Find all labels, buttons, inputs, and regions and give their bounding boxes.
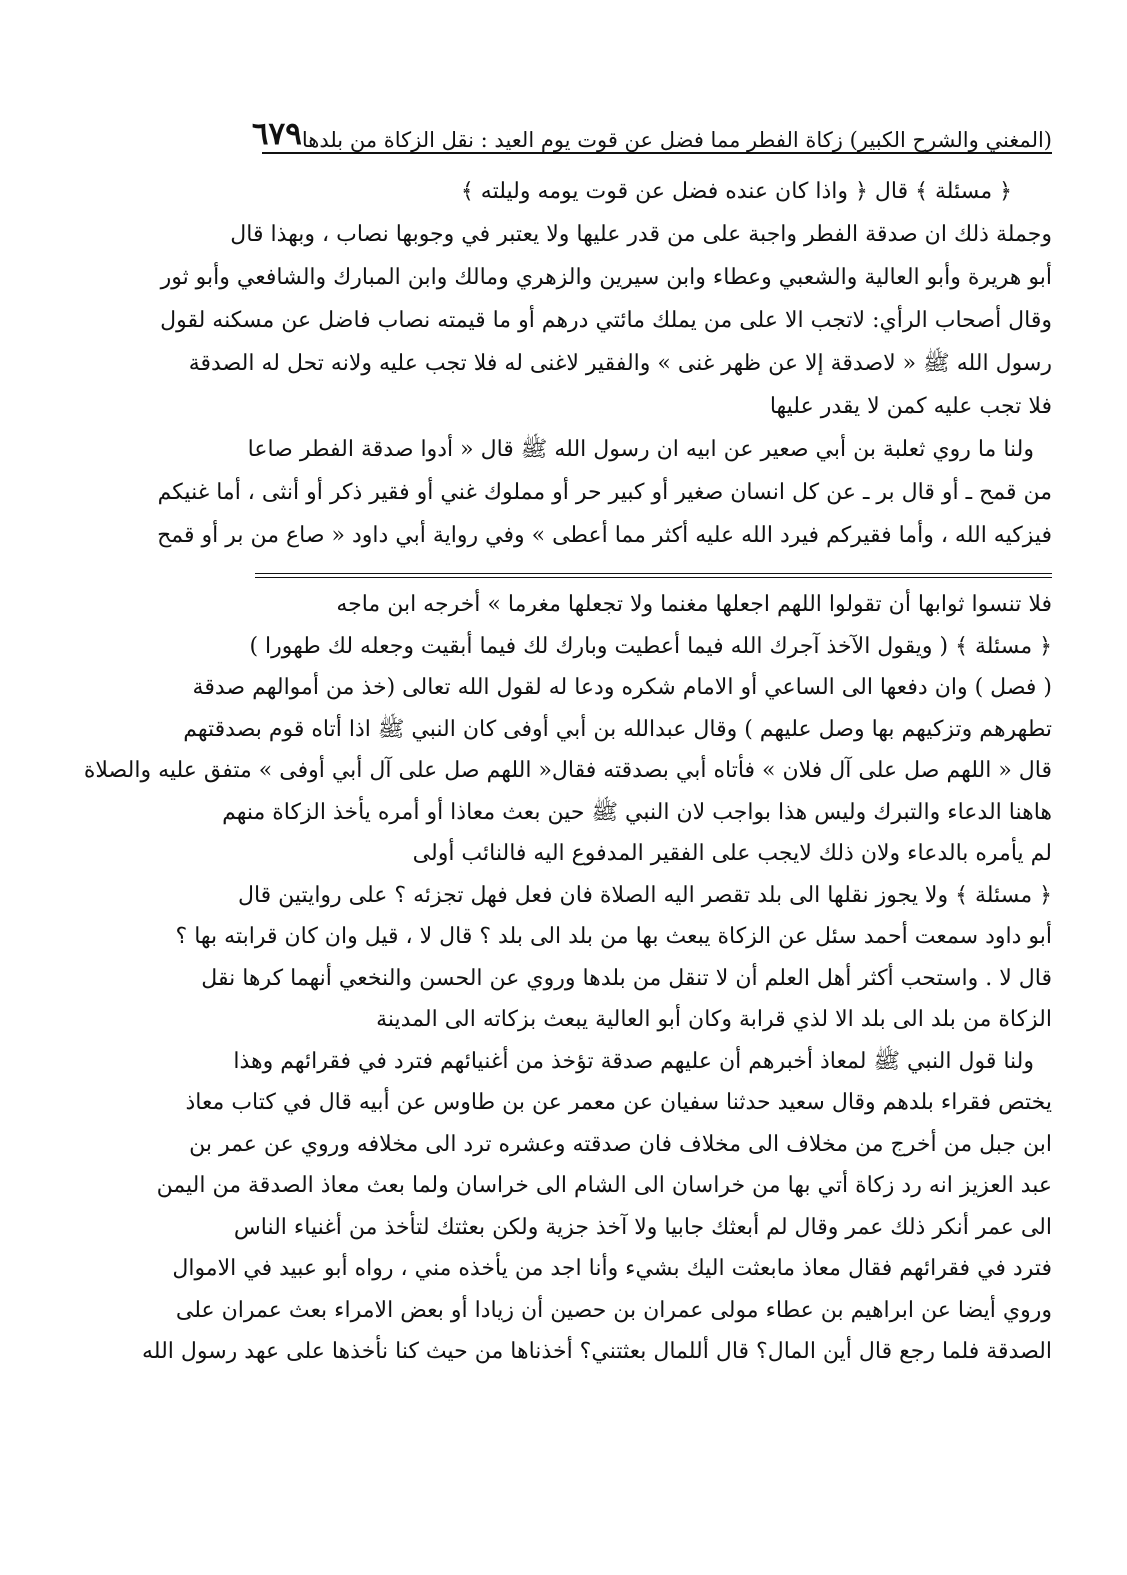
text-line: أبو داود سمعت أحمد سئل عن الزكاة يبعث بها من بلد الى بلد ؟ قال لا ، قيل وان كان قرابته بها ؟	[175, 924, 1052, 949]
page-number: ٦٧٩	[251, 116, 302, 152]
text-line: لم يأمره بالدعاء ولان ذلك لايجب على الفقير المدفوع اليه فالنائب أولى	[412, 841, 1052, 866]
section-divider	[255, 573, 1052, 578]
header-rule	[262, 152, 1052, 154]
text-line: ولنا ما روي ثعلبة بن أبي صعير عن ابيه ان رسول الله ﷺ قال « أدوا صدقة الفطر صاعا	[247, 437, 1034, 462]
text-line: ابن جبل من أخرج من مخلاف الى مخلاف فان صدقته وعشره ترد الى مخلافه وروي عن عمر بن	[189, 1131, 1052, 1157]
text-line: فلا تجب عليه كمن لا يقدر عليها	[769, 394, 1052, 419]
text-line: عبد العزيز انه رد زكاة أتي بها من خراسان الى الشام الى خراسان ولما بعث معاذ الصدقة من اليمن	[156, 1173, 1052, 1198]
upper-text-block	[157, 170, 1052, 557]
text-line: وروي أيضا عن ابراهيم بن عطاء مولى عمران بن حصين أن زيادا أو بعض الامراء بعث عمران على	[175, 1297, 1052, 1323]
text-line: رسول الله ﷺ « لاصدقة إلا عن ظهر غنى » والفقير لاغنى له فلا تجب عليه ولانه تحل له الصدقة	[188, 351, 1052, 376]
text-line: تطهرهم وتزكيهم بها وصل عليهم ) وقال عبدالله بن أبي أوفى كان النبي ﷺ اذا أتاه قوم بصدقتهم	[183, 716, 1052, 742]
running-title: (المغني والشرح الكبير) زكاة الفطر مما فضل عن قوت يوم العيد : نقل الزكاة من بلدها	[301, 128, 1052, 152]
text-line: أبو هريرة وأبو العالية والشعبي وعطاء وابن سيرين والزهري ومالك وابن المبارك والشافعي وأبو ثور	[160, 265, 1052, 290]
text-line: وقال أصحاب الرأي: لاتجب الا على من يملك مائتي درهم أو ما قيمته نصاب فاضل عن مسكنه لقول	[160, 308, 1052, 333]
text-line: الزكاة من بلد الى بلد الا لذي قرابة وكان أبو العالية يبعث بزكاته الى المدينة	[376, 1007, 1052, 1032]
text-line: الى عمر أنكر ذلك عمر وقال لم أبعثك جابيا ولا آخذ جزية ولكن بعثتك لتأخذ من أغنياء الناس	[233, 1214, 1052, 1240]
text-line: ﴿ مسئلة ﴾ ولا يجوز نقلها الى بلد تقصر اليه الصلاة فان فعل فهل تجزئه ؟ على روايتين قال	[237, 882, 1052, 908]
text-line: يختص فقراء بلدهم وقال سعيد حدثنا سفيان عن معمر عن بن طاوس عن أبيه قال في كتاب معاذ	[185, 1090, 1052, 1115]
text-line: فيزكيه الله ، وأما فقيركم فيرد الله عليه أكثر مما أعطى » وفي رواية أبي داود « صاع من بر أو قمح	[157, 523, 1052, 548]
text-line: قال « اللهم صل على آل فلان » فأتاه أبي بصدقته فقال« اللهم صل على آل أبي أوفى » متفق عليه والصلاة	[83, 758, 1052, 783]
page-body	[83, 170, 1052, 1373]
text-line: فترد في فقرائهم فقال معاذ مابعثت اليك بشيء وأنا اجد من يأخذه مني ، رواه أبو عبيد في الاموال	[172, 1256, 1052, 1281]
text-line: قال لا . واستحب أكثر أهل العلم أن لا تنقل من بلدها وروي عن الحسن والنخعي أنهما كرها نقل	[201, 965, 1052, 991]
text-line: الصدقة فلما رجع قال أين المال؟ قال أللمال بعثتني؟ أخذناها من حيث كنا نأخذها على عهد رسول الله	[142, 1339, 1052, 1364]
text-line: ﴿ مسئلة ﴾ قال ﴿ واذا كان عنده فضل عن قوت يومه وليلته ﴾	[460, 179, 1012, 204]
text-line: ( فصل ) وان دفعها الى الساعي أو الامام شكره ودعا له لقول الله تعالى (خذ من أموالهم صدقة	[192, 675, 1052, 700]
text-line: فلا تنسوا ثوابها أن تقولوا اللهم اجعلها مغنما ولا تجعلها مغرما » أخرجه ابن ماجه	[336, 592, 1052, 617]
page-header	[251, 108, 1052, 152]
text-line: من قمح ـ أو قال بر ـ عن كل انسان صغير أو كبير حر أو مملوك غني أو فقير ذكر أو أنثى ، أما غنيكم	[157, 480, 1052, 505]
text-line: وجملة ذلك ان صدقة الفطر واجبة على من قدر عليها ولا يعتبر في وجوبها نصاب ، وبهذا قال	[230, 222, 1052, 247]
lower-text-block	[83, 584, 1052, 1373]
text-line: ولنا قول النبي ﷺ لمعاذ أخبرهم أن عليهم صدقة تؤخذ من أغنيائهم فترد في فقرائهم وهذا	[233, 1048, 1034, 1074]
text-line: ﴿ مسئلة ﴾ ( ويقول الآخذ آجرك الله فيما أعطيت وبارك لك فيما أبقيت وجعله لك طهورا )	[249, 633, 1052, 659]
text-line: هاهنا الدعاء والتبرك وليس هذا بواجب لان النبي ﷺ حين بعث معاذا أو أمره يأخذ الزكاة منهم	[222, 799, 1052, 825]
